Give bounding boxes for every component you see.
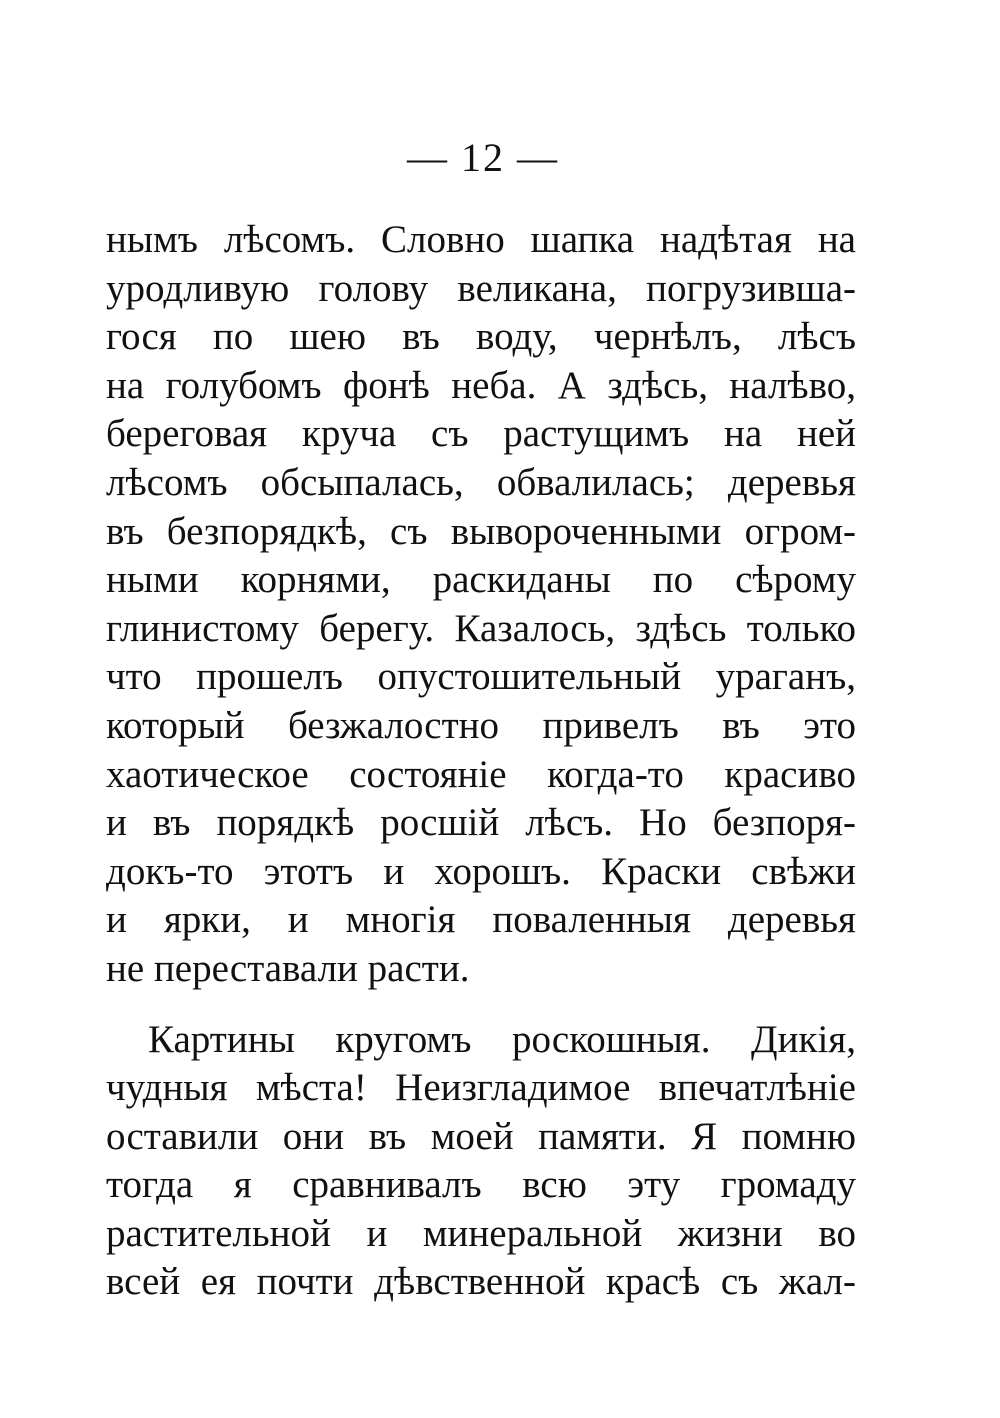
text-line: береговая круча съ растущимъ на ней [106, 412, 856, 456]
text-line: Картины кругомъ роскошныя. Дикія, [148, 1017, 856, 1061]
paragraph-2 [106, 1016, 856, 1308]
body-text [106, 216, 856, 1307]
text-line: и въ порядкѣ росшій лѣсъ. Но безпоря- [106, 801, 856, 845]
text-line: нымъ лѣсомъ. Словно шапка надѣтая на [106, 218, 856, 261]
text-line: глинистому берегу. Казалось, здѣсь только [106, 606, 856, 650]
text-line: и ярки, и многія поваленныя деревья [106, 898, 856, 942]
text-line: гося по шею въ воду, чернѣлъ, лѣсъ [106, 315, 856, 359]
paragraph-1 [106, 216, 856, 994]
text-line: не переставали расти. [106, 946, 470, 990]
text-line: растительной и минеральной жизни во [106, 1211, 856, 1255]
page-number: — 12 — [407, 135, 559, 180]
text-line: тогда я сравнивалъ всю эту громаду [106, 1163, 856, 1207]
text-line: хаотическое состояніе когда-то красиво [106, 752, 856, 796]
paragraph-gap [106, 994, 856, 1016]
text-line: на голубомъ фонѣ неба. А здѣсь, налѣво, [106, 363, 856, 407]
text-line: оставили они въ моей памяти. Я помню [106, 1114, 856, 1158]
text-line: въ безпорядкѣ, съ вывороченными огром- [106, 509, 856, 553]
text-line: ными корнями, раскиданы по сѣрому [106, 558, 856, 602]
text-line: лѣсомъ обсыпалась, обвалилась; деревья [106, 460, 856, 504]
text-line: чудныя мѣста! Неизгладимое впечатлѣніе [106, 1066, 856, 1110]
text-line: всей ея почти дѣвственной красѣ съ жал- [106, 1260, 856, 1304]
text-line: докъ-то этотъ и хорошъ. Краски свѣжи [106, 849, 856, 893]
text-line: который безжалостно привелъ въ это [106, 703, 856, 747]
text-line: что прошелъ опустошительный ураганъ, [106, 655, 856, 699]
text-line: уродливую голову великана, погрузивша- [106, 266, 856, 310]
